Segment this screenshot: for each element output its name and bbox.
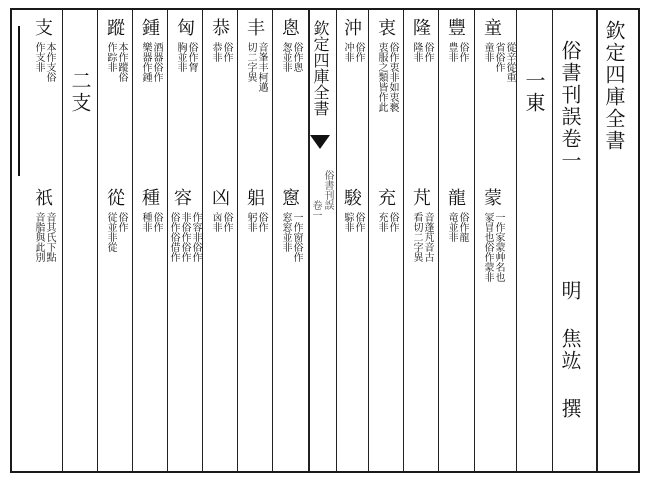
entry-note: 怱並非	[280, 42, 291, 72]
column-divider	[272, 10, 273, 471]
entry-head: 蹤	[104, 18, 125, 37]
entry-head: 窻	[279, 188, 300, 207]
entry	[375, 18, 398, 112]
entry-note: 音其氏下點	[44, 212, 55, 262]
author-line: 明 焦竑 撰	[558, 280, 582, 420]
entry-note: 俗作悤	[291, 42, 302, 72]
book-title: 俗書刊誤卷一	[558, 40, 582, 172]
entry-note: 作容非俗作	[190, 212, 201, 262]
entry-note: 俗作	[353, 42, 364, 62]
column-divider	[62, 10, 63, 471]
entry	[104, 18, 127, 82]
entry-head: 容	[171, 188, 192, 207]
entry-head: 衷	[375, 18, 396, 37]
entry-note: 俗作龍	[457, 212, 468, 242]
entry-head: 蒙	[481, 188, 502, 207]
entry-head: 沖	[341, 18, 362, 37]
entry	[279, 188, 302, 262]
entry	[279, 18, 302, 72]
entry-note: 躬非	[245, 212, 256, 232]
entry	[341, 18, 364, 62]
entry-head: 悤	[279, 18, 300, 37]
section-heading-2: 二支	[68, 70, 92, 114]
entry	[104, 188, 127, 252]
entry-head: 種	[139, 188, 160, 207]
entry-note: 冲非	[342, 42, 353, 62]
entry-head: 匈	[174, 18, 195, 37]
entry-note: 竜並非	[446, 212, 457, 242]
entry-note: 切二字異	[245, 42, 256, 82]
entry	[481, 18, 515, 82]
entry-note: 俗作	[457, 42, 468, 62]
entry	[445, 18, 468, 62]
center-series-title: 欽定四庫全書	[311, 20, 330, 116]
entry-note: 一作窗俗作	[291, 212, 302, 262]
entry-note: 胸並非	[175, 42, 186, 72]
entry-note: 省俗作	[493, 42, 504, 72]
entry	[445, 188, 468, 242]
entry-note: 豊非	[446, 42, 457, 62]
entry-head: 躳	[244, 188, 265, 207]
column-divider	[368, 10, 369, 471]
entry-head: 駿	[341, 188, 362, 207]
entry-note: 俗作	[387, 212, 398, 232]
entry-note: 冡冒也俗作蒙非	[482, 212, 493, 282]
entry-note: 恭非	[210, 42, 221, 62]
entry-note: 隆非	[411, 42, 422, 62]
entry-note: 童非	[482, 42, 493, 62]
entry-note: 従並非從	[105, 212, 116, 252]
entry-note: 本作支俗	[44, 42, 55, 82]
entry	[410, 18, 433, 62]
entry-note: 本作蹤俗	[116, 42, 127, 82]
entry-note: 窓窓並非	[280, 212, 291, 252]
column-divider	[403, 10, 404, 471]
entry-note: 充非	[376, 212, 387, 232]
entry-note: 俗作俗借作	[168, 212, 179, 262]
entry	[481, 188, 504, 282]
entry-note: 從辛從重	[504, 42, 515, 82]
entry	[168, 188, 201, 262]
entry-note: 俗作胷	[186, 42, 197, 72]
column-divider	[202, 10, 203, 471]
entry-head: 祇	[32, 188, 53, 207]
series-title: 欽定四庫全書	[602, 20, 626, 152]
entry	[375, 188, 398, 232]
entry	[244, 18, 267, 92]
entry-head: 恭	[209, 18, 230, 37]
entry-note: 俗作衷非如衷褻	[387, 42, 398, 112]
column-divider	[438, 10, 439, 471]
entry-note: 㐫非	[210, 212, 221, 232]
entry-note: 音脂與此別	[33, 212, 44, 262]
entry-head: 支	[32, 18, 53, 37]
entry-note: 俗作	[221, 212, 232, 232]
entry-head: 芃	[410, 188, 431, 207]
entry-head: 凶	[209, 188, 230, 207]
entry	[209, 188, 232, 232]
entry-note: 音峯丰柯邁	[256, 42, 267, 92]
entry-note: 俗作	[256, 212, 267, 232]
center-fold-line	[308, 10, 310, 471]
center-volume: 卷一	[310, 200, 321, 220]
entry	[341, 188, 364, 232]
entry	[410, 188, 433, 262]
entry-head: 豐	[445, 18, 466, 37]
entry	[32, 18, 55, 82]
entry-note: 作踪非	[105, 42, 116, 72]
entry-note: 作支非	[33, 42, 44, 72]
entry-note: 俗作	[353, 212, 364, 232]
entry	[32, 188, 55, 262]
entry-head: 鍾	[139, 18, 160, 37]
column-divider	[132, 10, 133, 471]
entry-note: 俗作	[422, 42, 433, 62]
entry-note: 騌非	[342, 212, 353, 232]
column-divider	[516, 10, 517, 471]
entry-note: 一作家蒙艸名也	[493, 212, 504, 282]
entry-head: 充	[375, 188, 396, 207]
column-divider	[474, 10, 475, 471]
entry-head: 丰	[244, 18, 265, 37]
entry	[244, 188, 267, 232]
entry-head: 隆	[410, 18, 431, 37]
column-divider	[237, 10, 238, 471]
entry-note: 俗作	[151, 212, 162, 232]
entry	[139, 18, 162, 82]
column-divider	[596, 10, 598, 471]
entry	[139, 188, 162, 232]
entry	[209, 18, 232, 62]
column-divider	[97, 10, 98, 471]
entry-note: 樂器作鍾	[140, 42, 151, 82]
entry-head: 龍	[445, 188, 466, 207]
left-edge-mark	[18, 26, 20, 176]
entry-note: 種非	[140, 212, 151, 232]
entry-head: 從	[104, 188, 125, 207]
entry-note: 俗作	[116, 212, 127, 232]
entry-note: 衷服之類皆作此	[376, 42, 387, 112]
entry	[174, 18, 197, 72]
entry-note: 音蓬芃音古	[422, 212, 433, 262]
column-divider	[336, 10, 337, 471]
section-heading-1: 一東	[522, 70, 546, 114]
entry-note: 酒器俗作	[151, 42, 162, 82]
entry-note: 非俗作俗作	[179, 212, 190, 262]
entry-note: 俗作	[221, 42, 232, 62]
entry-head: 童	[481, 18, 502, 37]
entry-note: 看切二字異	[411, 212, 422, 262]
center-book-title: 俗書刊誤	[322, 170, 333, 210]
column-divider	[552, 10, 553, 471]
fishtail-mark	[307, 135, 333, 153]
